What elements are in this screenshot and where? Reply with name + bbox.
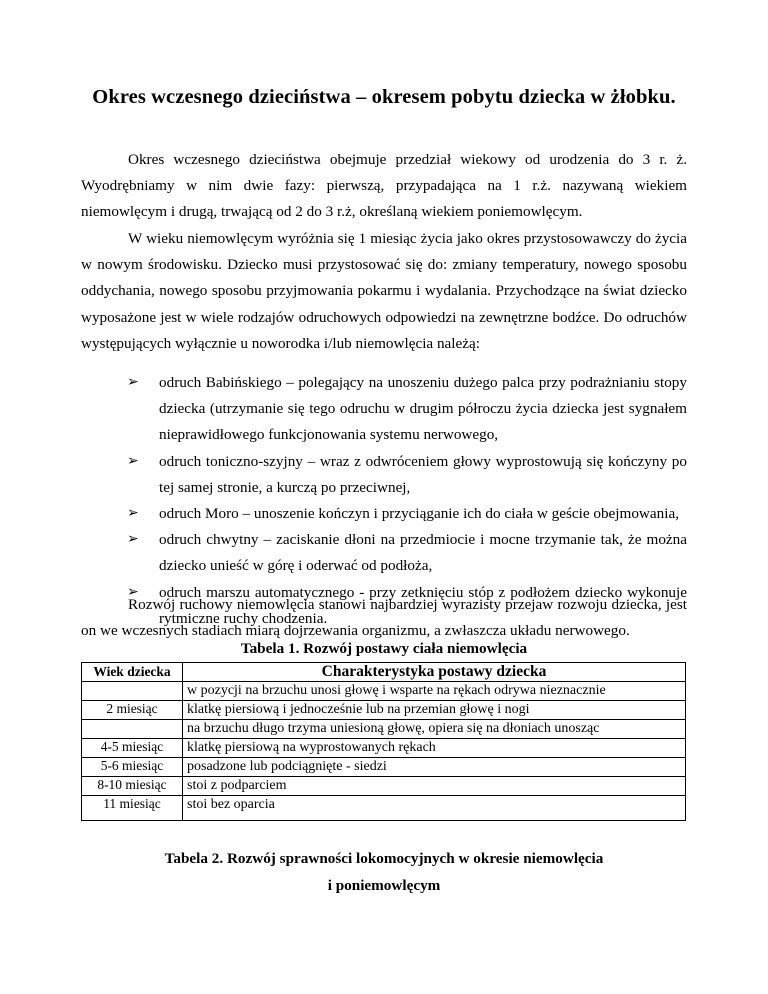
posture-table <box>81 662 686 821</box>
table-cell-age: 5-6 miesiąc <box>82 758 183 777</box>
table-cell-age: 2 miesiąc <box>82 701 183 720</box>
table-cell-age: 4-5 miesiąc <box>82 739 183 758</box>
arrow-right-icon: ➢ <box>127 506 139 522</box>
table-cell: klatkę piersiową na wyprostowanych rękach <box>183 739 686 758</box>
table-row <box>82 701 686 720</box>
table-header-row <box>82 663 686 682</box>
table2-caption: Tabela 2. Rozwój sprawności lokomocyjnych w okresie niemowlęcia <box>164 850 604 867</box>
paragraph-intro: Okres wczesnego dzieciństwa obejmuje przedział wiekowy od urodzenia do 3 r. ż. Wyodrębniamy w nim dwie fazy: pierwszą, przypadająca na 1 r.ż. nazywaną wiekiem niemowlęcym i drugą, trwającą od 2 do 3 r.ż, określaną wiekiem poniemowlęcym. <box>81 151 687 221</box>
table-cell: stoi z podparciem <box>183 777 686 796</box>
arrow-right-icon: ➢ <box>127 453 139 469</box>
table-cell: w pozycji na brzuchu unosi głowę i wsparte na rękach odrywa nieznacznie <box>183 682 686 701</box>
table-row <box>82 796 686 821</box>
page-title: Okres wczesnego dzieciństwa – okresem pobytu dziecka w żłobku. <box>92 86 676 108</box>
list-item: ➢ odruch Moro – unoszenie kończyn i przyciąganie ich do ciała w geście obejmowania, <box>127 501 687 527</box>
table-cell: klatkę piersiową i jednocześnie lub na przemian głowę i nogi <box>183 701 686 720</box>
table2-caption-continued: i poniemowlęcym <box>327 877 441 894</box>
paragraph-infancy: W wieku niemowlęcym wyróżnia się 1 miesiąc życia jako okres przystosowawczy do życia w nowym środowisku. Dziecko musi przystosować się do: zmiany temperatury, nowego sposobu oddychania, nowego sposobu przyjmowania pokarmu i wydalania. Przychodzące na świat dziecko wyposażone jest w wiele rodzajów odruchowych odpowiedzi na zewnętrzne bodźce. Do odruchów występujących wyłącznie u noworodka i/lub niemowlęcia należą: <box>81 230 687 352</box>
table-cell-age: 8-10 miesiąc <box>82 777 183 796</box>
table-row <box>82 682 686 701</box>
table-header-characteristics: Charakterystyka postawy dziecka <box>183 663 686 682</box>
list-item: ➢ odruch chwytny – zaciskanie dłoni na przedmiocie i mocne trzymanie tak, że można dziecko unieść w górę i oderwać od podłoża, <box>127 527 687 579</box>
list-item: ➢ odruch marszu automatycznego - przy zetknięciu stóp z podłożem dziecko wykonuje rytmiczne ruchy chodzenia. <box>127 580 687 632</box>
table-cell: stoi bez oparcia <box>183 796 686 821</box>
table-cell: na brzuchu długo trzyma uniesioną głowę, opiera się na dłoniach unosząc <box>183 720 686 739</box>
arrow-right-icon: ➢ <box>127 584 139 600</box>
table-cell: posadzone lub podciągnięte - siedzi <box>183 758 686 777</box>
list-item: ➢ odruch toniczno-szyjny – wraz z odwróceniem głowy wyprostowują się kończyny po tej samej stronie, a kurczą po przeciwnej, <box>127 449 687 501</box>
table-row <box>82 758 686 777</box>
arrow-right-icon: ➢ <box>127 375 139 390</box>
arrow-right-icon: ➢ <box>127 532 139 548</box>
table-cell-age: 11 miesiąc <box>82 796 183 821</box>
table-row <box>82 720 686 739</box>
table-header-age: Wiek dziecka <box>82 663 183 682</box>
table-row <box>82 739 686 758</box>
list-item: ➢ odruch Babińskiego – polegający na unoszeniu dużego palca przy podrażnianiu stopy dziecka (utrzymanie się tego odruchu w drugim półroczu życia dziecka jest sygnałem nieprawidłowego funkcjonowania systemu nerwowego, <box>127 370 687 449</box>
table1-caption: Tabela 1. Rozwój postawy ciała niemowlęcia <box>240 640 528 657</box>
paragraph-motor-development: Rozwój ruchowy niemowlęcia stanowi najbardziej wyrazisty przejaw rozwoju dziecka, jest on we wczesnych stadiach miarą dojrzewania organizmu, a zwłaszcza układu nerwowego. <box>81 596 687 640</box>
table-row <box>82 777 686 796</box>
